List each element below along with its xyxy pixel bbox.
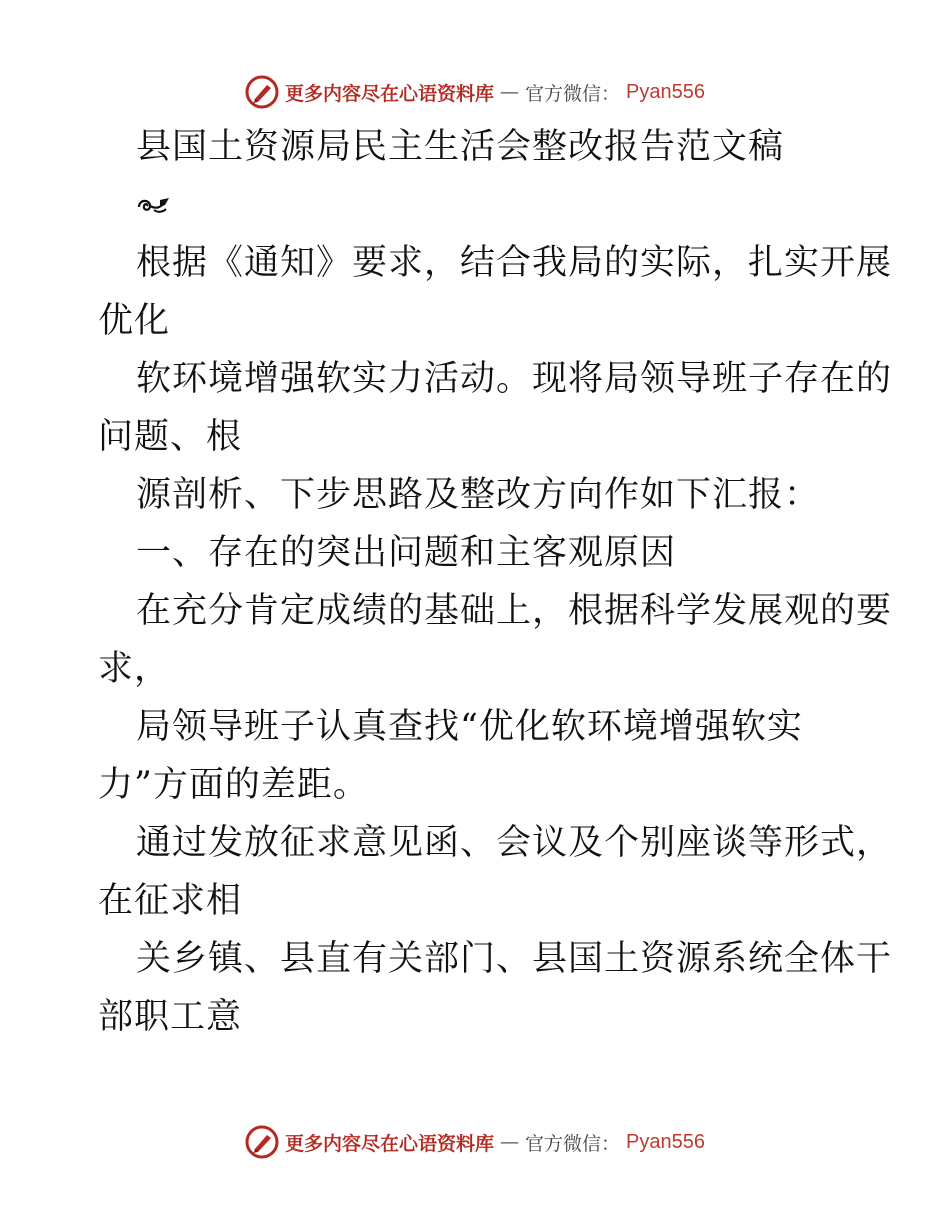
header-dash: — — [500, 81, 520, 103]
footer-brand-text: 更多内容尽在心语资料库 — [285, 1132, 495, 1155]
swirl-ornament-icon — [136, 194, 172, 216]
paragraph-line: 力”方面的差距。 — [98, 765, 369, 805]
document-title: 县国土资源局民主生活会整改报告范文稿 — [136, 127, 785, 167]
paragraph-line: 源剖析、下步思路及整改方向作如下汇报： — [136, 475, 821, 515]
paragraph-line: 通过发放征求意见函、会议及个别座谈等形式， — [136, 823, 893, 863]
paragraph-line: 求， — [98, 649, 171, 689]
document-body — [98, 118, 893, 1046]
paragraph-line: 软环境增强软实力活动。现将局领导班子存在的 — [136, 359, 893, 399]
paragraph-line: 在征求相 — [98, 881, 243, 921]
paragraph-line: 问题、根 — [98, 417, 243, 457]
footer-contact-label: 官方微信： — [525, 1132, 621, 1155]
ornament-row — [98, 176, 858, 234]
paragraph-line: 在充分肯定成绩的基础上，根据科学发展观的要 — [136, 591, 893, 631]
pen-logo-icon — [245, 75, 279, 109]
header-banner — [0, 72, 950, 112]
section-heading: 一、存在的突出问题和主客观原因 — [136, 533, 677, 573]
header-contact-id: Pyan556 — [626, 80, 705, 103]
footer-dash: — — [500, 1131, 520, 1153]
paragraph-line: 根据《通知》要求，结合我局的实际，扎实开展 — [136, 243, 893, 283]
paragraph-line: 局领导班子认真查找“优化软环境增强软实 — [136, 707, 803, 747]
paragraph-line: 优化 — [98, 301, 171, 341]
header-brand-text: 更多内容尽在心语资料库 — [285, 82, 495, 105]
footer-banner — [0, 1122, 950, 1162]
pen-logo-icon — [245, 1125, 279, 1159]
header-contact-label: 官方微信： — [525, 82, 621, 105]
paragraph-line: 部职工意 — [98, 997, 243, 1037]
footer-contact-id: Pyan556 — [626, 1130, 705, 1153]
paragraph-line: 关乡镇、县直有关部门、县国土资源系统全体干 — [136, 939, 893, 979]
